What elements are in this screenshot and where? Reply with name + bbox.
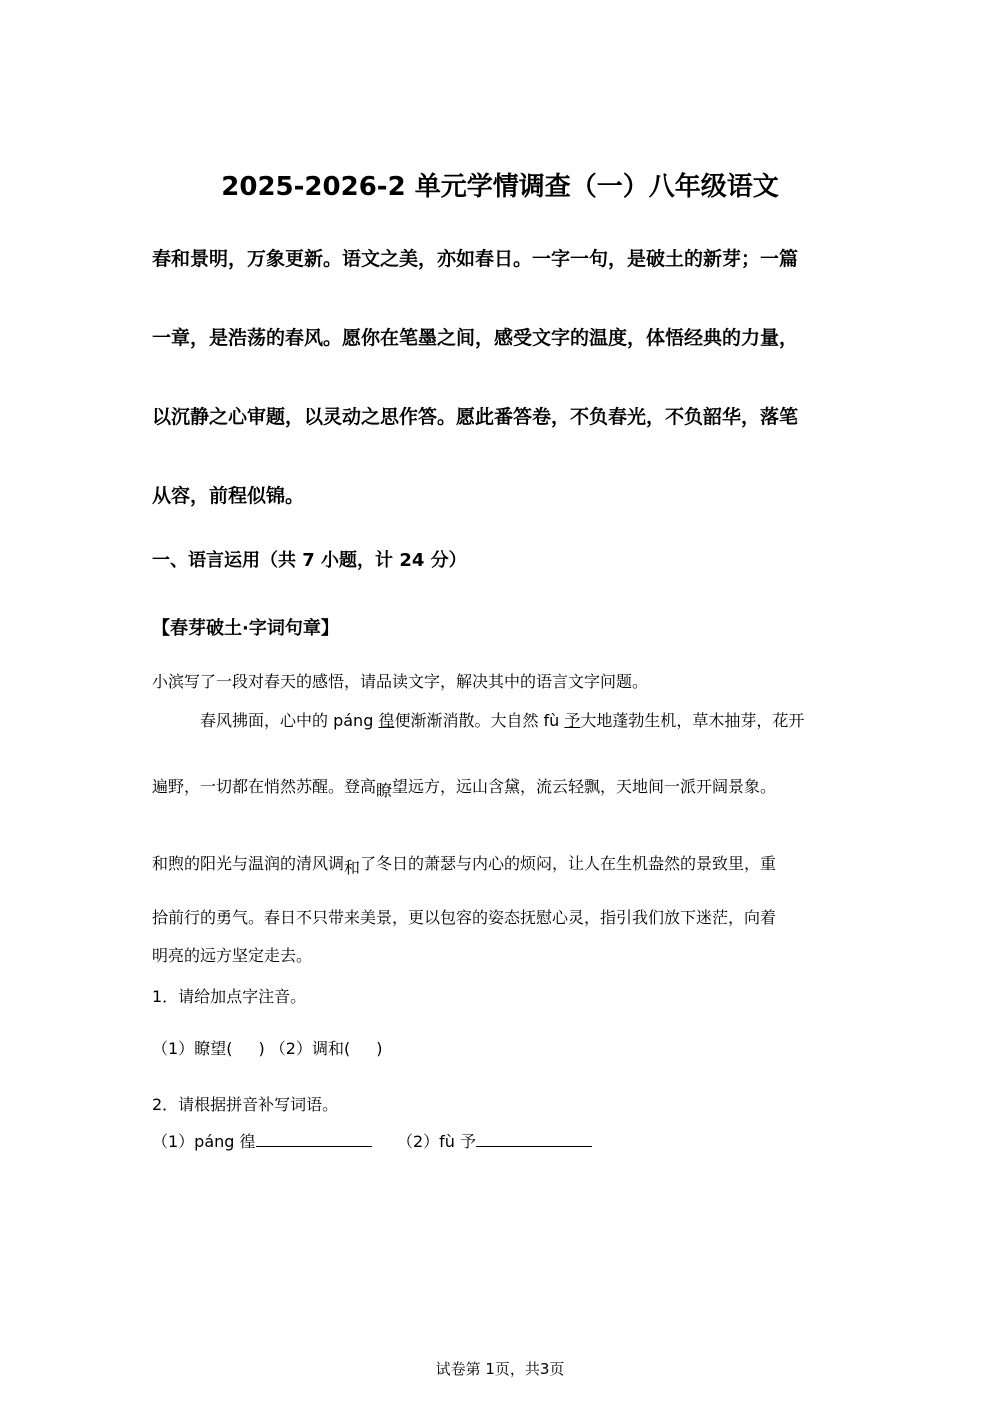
answer-line[interactable] xyxy=(256,1132,372,1147)
passage-line-2: 遍野，一切都在悄然苏醒。登高瞭望远方，远山含黛，流云轻飘，天地间一派开阔景象。 xyxy=(152,777,777,800)
intro-line-1: 春和景明，万象更新。语文之美，亦如春日。一字一句，是破土的新芽；一篇 xyxy=(152,248,799,270)
q1-word-a: 瞭望( xyxy=(194,1039,233,1058)
subsection-heading: 【春芽破土·字词句章】 xyxy=(152,618,339,639)
intro-line-3: 以沉静之心审题，以灵动之思作答。愿此番答卷，不负春光，不负韶华，落笔 xyxy=(152,406,799,428)
underlined-char: 徨 xyxy=(378,711,395,730)
section-heading: 一、语言运用（共 7 小题，计 24 分） xyxy=(152,550,467,571)
instruction-text: 小滨写了一段对春天的感悟，请品读文字，解决其中的语言文字问题。 xyxy=(152,672,649,691)
question-1-answers: （1）瞭望( ) （2）调和( ) xyxy=(152,1039,383,1058)
passage-line-1: 春风拂面，心中的 páng 徨便渐渐消散。大自然 fù 予大地蓬勃生机，草木抽芽，花开 xyxy=(200,711,805,730)
page-footer: 试卷第 1页，共3页 xyxy=(435,1360,565,1378)
passage-line-4: 拾前行的勇气。春日不只带来美景，更以包容的姿态抚慰心灵，指引我们放下迷茫，向着 xyxy=(152,908,777,927)
dotted-char: 和 xyxy=(344,858,361,877)
intro-line-2: 一章，是浩荡的春风。愿你在笔墨之间，感受文字的温度，体悟经典的力量， xyxy=(152,327,799,349)
underlined-char: 予 xyxy=(564,711,581,730)
q1-word-b: 调和( xyxy=(311,1039,351,1058)
answer-line[interactable] xyxy=(476,1132,592,1147)
question-2-stem: 2．请根据拼音补写词语。 xyxy=(152,1095,339,1114)
passage-line-5: 明亮的远方坚定走去。 xyxy=(152,946,313,965)
question-1-stem: 1．请给加点字注音。 xyxy=(152,987,307,1006)
page-title: 2025-2026-2 单元学情调查（一）八年级语文 xyxy=(221,172,779,202)
passage-line-3: 和煦的阳光与温润的清风调和了冬日的萧瑟与内心的烦闷，让人在生机盎然的景致里，重 xyxy=(152,854,777,877)
intro-line-4: 从容，前程似锦。 xyxy=(152,485,305,507)
dotted-char: 瞭 xyxy=(376,781,393,800)
question-2-answers: （1）páng 徨 （2）fù 予 xyxy=(152,1129,592,1152)
